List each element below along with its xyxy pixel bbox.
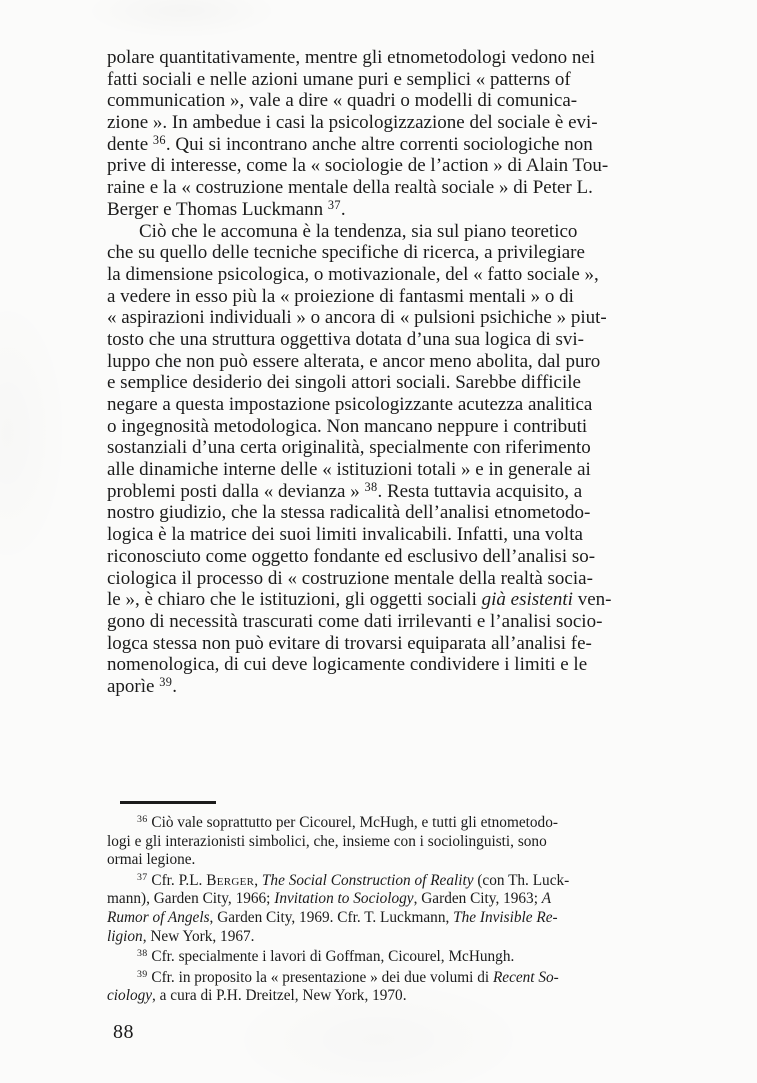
text-line: sostanziali d’una certa originalità, specialmente con riferimento: [107, 437, 591, 459]
text-line: mann), Garden City, 1966; Invitation to Sociology, Garden City, 1963; A: [107, 890, 552, 908]
text-line: « aspirazioni individuali » o ancora di « pulsioni psichiche » piut-: [107, 307, 607, 329]
footnote-item: [107, 814, 745, 870]
text-line: aporìe $^{39}$.: [107, 674, 177, 697]
text-line: Berger e Thomas Luckmann $^{37}$.: [107, 197, 346, 220]
page-number: 88: [113, 1021, 134, 1043]
footnote-item: [107, 872, 745, 946]
text-line: alle dinamiche interne delle « istituzioni totali » e in generale ai: [107, 459, 591, 481]
text-line: gono di necessità trascurati come dati irrilevanti e l’analisi socio-: [107, 610, 603, 632]
text-line: prive di interesse, come la « sociologie de l’action » di Alain Tou-: [107, 155, 609, 177]
text-line: riconosciuto come oggetto fondante ed esclusivo dell’analisi so-: [107, 545, 596, 567]
text-line: problemi posti dalla « devianza » $^{38}$. Resta tuttavia acquisito, a: [107, 479, 583, 502]
text-line: tosto che una struttura oggettiva dotata d’una sua logica di svi-: [107, 328, 584, 350]
text-line: $^{39}$ Cfr. in proposito la « presentazione » dei due volumi di Recent So-: [137, 968, 559, 986]
text-line: Ciò che le accomuna è la tendenza, sia sul piano teoretico: [139, 220, 578, 242]
paragraph: [107, 47, 745, 221]
text-line: nomenologica, di cui deve logicamente condividere i limiti e le: [107, 654, 588, 676]
text-line: le », è chiaro che le istituzioni, gli oggetti sociali già esistenti ven-: [107, 589, 612, 611]
text-line: polare quantitativamente, mentre gli etnometodologi vedono nei: [107, 47, 596, 68]
body-text: [107, 47, 745, 698]
text-line: zione ». In ambedue i casi la psicologizzazione del sociale è evi-: [107, 112, 598, 134]
paragraph: [107, 221, 745, 698]
text-line: negare a questa impostazione psicologizzante acutezza analitica: [107, 394, 593, 415]
text-line: ciology, a cura di P.H. Dreitzel, New York, 1970.: [107, 987, 407, 1005]
text-line: che su quello delle tecniche specifiche di ricerca, a privilegiare: [107, 242, 585, 264]
text-line: fatti sociali e nelle azioni umane puri e semplici « patterns of: [107, 68, 571, 90]
footnote-item: [107, 969, 745, 1006]
text-line: dente $^{36}$. Qui si incontrano anche altre correnti sociologiche non: [107, 132, 593, 155]
text-line: ormai legione.: [107, 851, 196, 869]
text-line: ciologica il processo di « costruzione mentale della realtà socia-: [107, 567, 593, 589]
footnote-separator: [120, 801, 216, 804]
text-line: $^{38}$ Cfr. specialmente i lavori di Goffman, Cicourel, McHungh.: [137, 948, 515, 966]
text-line: logi e gli interazionisti simbolici, che, insieme con i sociolinguisti, sono: [107, 832, 547, 850]
text-line: ligion, New York, 1967.: [107, 927, 255, 945]
text-line: la dimensione psicologica, o motivazionale, del « fatto sociale »,: [107, 263, 599, 285]
text-line: logica è la matrice dei suoi limiti invalicabili. Infatti, una volta: [107, 524, 583, 546]
text-line: $^{36}$ Ciò vale soprattutto per Cicourel, McHugh, e tutti gli etnometodo-: [137, 814, 558, 831]
footnotes: [107, 814, 745, 1008]
text-line: e semplice desiderio dei singoli attori sociali. Sarebbe difficile: [107, 372, 581, 394]
text-line: communication », vale a dire « quadri o modelli di comunica-: [107, 90, 578, 112]
text-line: raine e la « costruzione mentale della realtà sociale » di Peter L.: [107, 177, 593, 199]
text-line: $^{37}$ Cfr. P.L. Berger, The Social Construction of Reality (con Th. Luck-: [137, 871, 570, 889]
text-line: luppo che non può essere alterata, e ancor meno abolita, dal puro: [107, 350, 601, 372]
text-line: logca stessa non può evitare di trovarsi equiparata all’analisi fe-: [107, 632, 592, 654]
text-line: Rumor of Angels, Garden City, 1969. Cfr. T. Luckmann, The Invisible Re-: [107, 908, 558, 926]
text-line: nostro giudizio, che la stessa radicalità dell’analisi etnometodo-: [107, 502, 591, 524]
text-line: o ingegnosità metodologica. Non mancano neppure i contributi: [107, 415, 588, 437]
footnote-item: [107, 948, 745, 967]
text-line: a vedere in esso più la « proiezione di fantasmi mentali » o di: [107, 285, 574, 307]
